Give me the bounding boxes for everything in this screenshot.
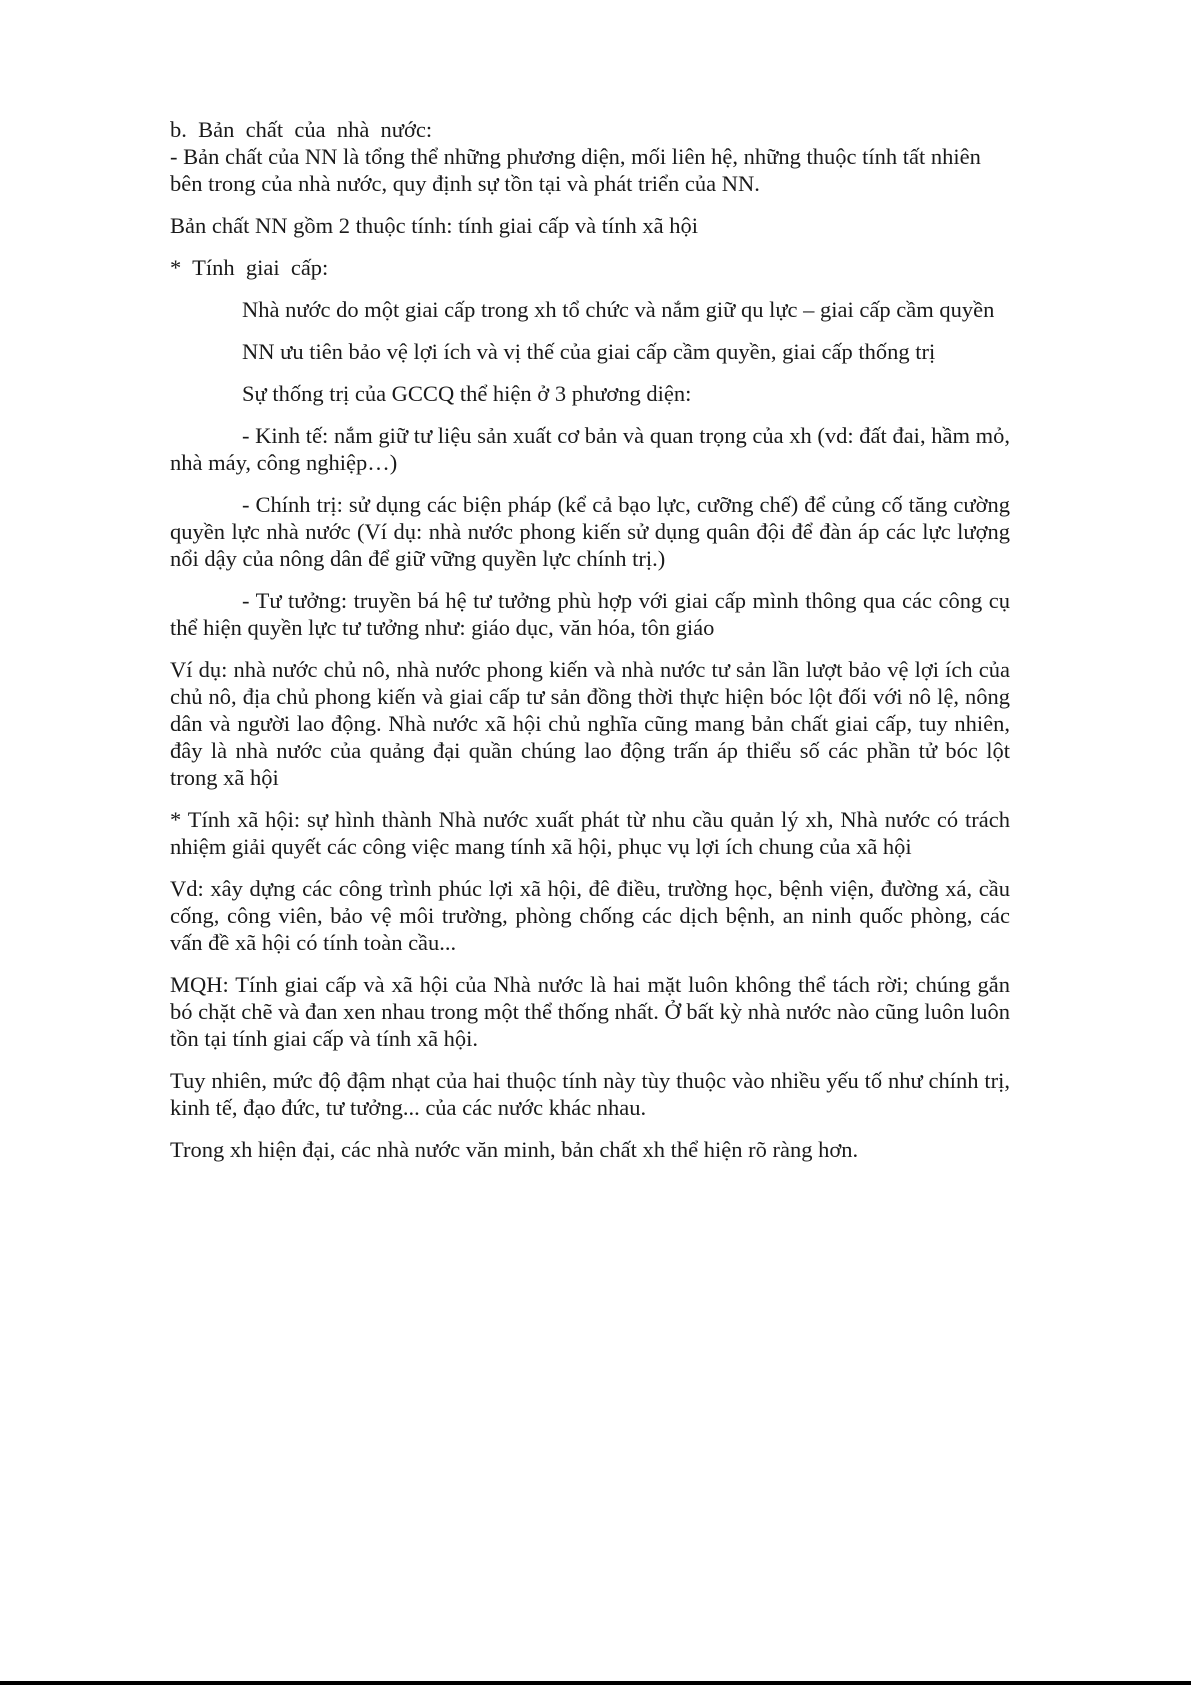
relation-paragraph: MQH: Tính giai cấp và xã hội của Nhà nước là hai mặt luôn không thể tách rời; chúng gắn bó chặt chẽ và đan xen nhau trong một thể thống nhất. Ở bất kỳ nhà nước nào cũng luôn luôn tồn tại tính giai cấp và tính xã hội. bbox=[170, 972, 1010, 1051]
class-paragraph-1: Nhà nước do một giai cấp trong xh tổ chức và nắm giữ qu lực – giai cấp cầm quyền bbox=[242, 297, 995, 322]
social-paragraph: * Tính xã hội: sự hình thành Nhà nước xuất phát từ nhu cầu quản lý xh, Nhà nước có trách nhiệm giải quyết các công việc mang tính xã hội, phục vụ lợi ích chung của xã hội bbox=[170, 807, 1010, 859]
class-example-paragraph: Ví dụ: nhà nước chủ nô, nhà nước phong kiến và nhà nước tư sản lần lượt bảo vệ lợi ích của chủ nô, địa chủ phong kiến và giai cấp tư sản đồng thời thực hiện bóc lột đối với nô lệ, nông dân và người lao động. Nhà nước xã hội chủ nghĩa cũng mang bản chất giai cấp, tuy nhiên, đây là nhà nước của quảng đại quần chúng lao động trấn áp thiểu số các phần tử bóc lột trong xã hội bbox=[170, 657, 1010, 790]
document-page bbox=[170, 116, 1010, 1163]
economy-paragraph: - Kinh tế: nắm giữ tư liệu sản xuất cơ bản và quan trọng của xh (vd: đất đai, hầm mỏ, nhà máy, công nghiệp…) bbox=[170, 423, 1010, 475]
definition-paragraph: - Bản chất của NN là tổng thể những phương diện, mối liên hệ, những thuộc tính tất nhiên bên trong của nhà nước, quy định sự tồn tại và phát triển của NN. bbox=[170, 144, 981, 196]
politics-paragraph: - Chính trị: sử dụng các biện pháp (kể cả bạo lực, cưỡng chế) để củng cố tăng cường quyền lực nhà nước (Ví dụ: nhà nước phong kiến sử dụng quân đội để đàn áp các lực lượng nổi dậy của nông dân để giữ vững quyền lực chính trị.) bbox=[170, 492, 1010, 571]
ideology-paragraph: - Tư tưởng: truyền bá hệ tư tưởng phù hợp với giai cấp mình thông qua các công cụ thể hiện quyền lực tư tưởng như: giáo dục, văn hóa, tôn giáo bbox=[170, 588, 1010, 640]
page-bottom-border bbox=[0, 1681, 1191, 1685]
class-paragraph-3: Sự thống trị của GCCQ thể hiện ở 3 phương diện: bbox=[242, 381, 692, 406]
attributes-intro: Bản chất NN gồm 2 thuộc tính: tính giai cấp và tính xã hội bbox=[170, 213, 699, 238]
class-paragraph-2: NN ưu tiên bảo vệ lợi ích và vị thế của giai cấp cầm quyền, giai cấp thống trị bbox=[242, 339, 936, 364]
section-heading: b. Bản chất của nhà nước: bbox=[170, 117, 433, 142]
class-heading: * Tính giai cấp: bbox=[170, 255, 329, 280]
however-paragraph: Tuy nhiên, mức độ đậm nhạt của hai thuộc tính này tùy thuộc vào nhiều yếu tố như chính trị, kinh tế, đạo đức, tư tưởng... của các nước khác nhau. bbox=[170, 1068, 1010, 1120]
social-example-paragraph: Vd: xây dựng các công trình phúc lợi xã hội, đê điều, trường học, bệnh viện, đường xá, cầu cống, công viên, bảo vệ môi trường, phòng chống các dịch bệnh, an ninh quốc phòng, các vấn đề xã hội có tính toàn cầu... bbox=[170, 876, 1010, 955]
modern-paragraph: Trong xh hiện đại, các nhà nước văn minh, bản chất xh thể hiện rõ ràng hơn. bbox=[170, 1137, 859, 1162]
